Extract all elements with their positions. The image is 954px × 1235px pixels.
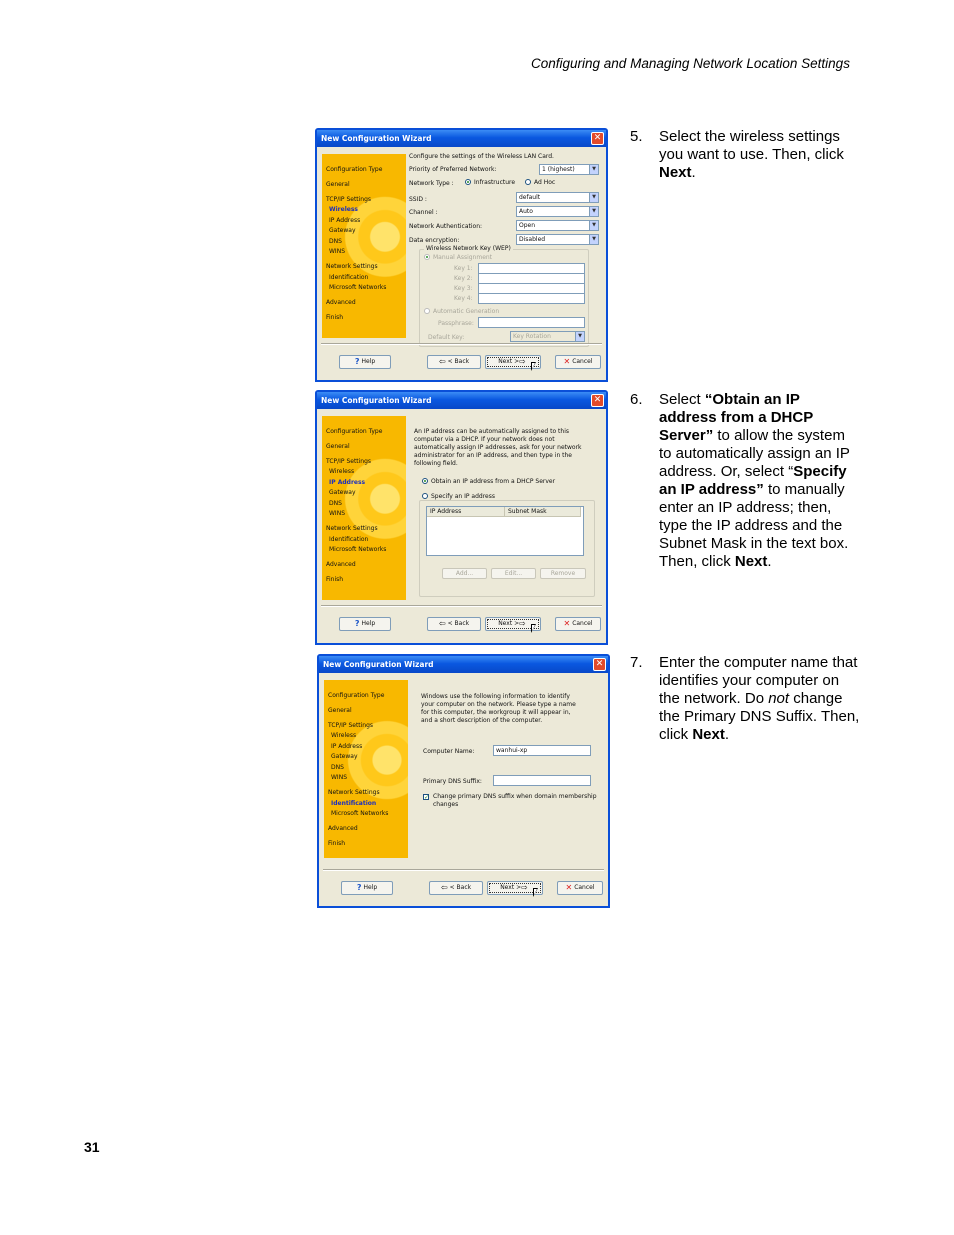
obtain-dhcp-label: Obtain an IP address from a DHCP Server [431, 478, 556, 485]
channel-value: Auto [519, 208, 533, 215]
back-arrow-icon: ⇦ [440, 883, 448, 892]
sidebar-item-gateway: Gateway [329, 227, 356, 234]
step-text-part: . [767, 553, 772, 570]
step-text-part: . [724, 726, 730, 743]
close-button[interactable]: ✕ [593, 658, 606, 671]
change-suffix-label: Change primary DNS suffix when domain membership changes [433, 793, 597, 808]
help-button[interactable] [341, 881, 393, 895]
sidebar-item-advanced: Advanced [328, 825, 358, 832]
wizard-titlebar [317, 392, 606, 409]
help-icon: ? [354, 357, 360, 366]
key2-label: Key 2: [454, 275, 473, 282]
radio-icon [422, 493, 428, 499]
auth-value: Open [519, 222, 536, 229]
wizard-title: New Configuration Wizard [323, 660, 434, 669]
sidebar-item-advanced: Advanced [326, 561, 356, 568]
edit-button[interactable]: Edit... [491, 568, 536, 579]
ip-column-header[interactable]: IP Address [427, 507, 505, 517]
sidebar-item-wireless: Wireless [329, 206, 358, 213]
cancel-label: Cancel [572, 620, 593, 627]
radio-icon [525, 179, 531, 185]
sidebar-item-microsoft-networks: Microsoft Networks [329, 546, 387, 553]
chevron-down-icon: ▼ [589, 235, 598, 244]
computer-name-value: wanhui-xp [496, 747, 528, 754]
sidebar-item-identification: Identification [331, 799, 377, 807]
radio-icon [424, 308, 430, 314]
back-arrow-icon: ⇦ [438, 357, 446, 366]
step-number: 7. [630, 654, 643, 671]
encryption-value: Disabled [519, 236, 546, 243]
sidebar-item-finish: Finish [326, 576, 344, 583]
step-text-italic: not [768, 690, 790, 707]
help-label: Help [363, 884, 378, 891]
help-icon: ? [356, 883, 362, 892]
channel-dropdown[interactable] [516, 206, 599, 217]
sidebar-item-network-settings: Network Settings [328, 789, 380, 796]
step-text-part: Select [659, 391, 705, 408]
running-header: Configuring and Managing Network Location Settings [531, 56, 850, 71]
wep-groupbox [419, 245, 589, 347]
wizard-title: New Configuration Wizard [321, 134, 432, 143]
help-icon: ? [354, 619, 360, 628]
radio-selected-icon [465, 179, 471, 185]
auth-label: Network Authentication: [409, 223, 483, 230]
step-text [659, 391, 861, 571]
computer-name-label: Computer Name: [423, 748, 475, 755]
wizard-wireless [315, 128, 608, 382]
add-button[interactable]: Add... [442, 568, 487, 579]
sidebar-item-microsoft-networks: Microsoft Networks [329, 284, 387, 291]
radio-selected-icon [422, 478, 428, 484]
cancel-button[interactable] [555, 355, 601, 369]
sidebar-item-wireless: Wireless [331, 732, 357, 739]
step-text [659, 654, 861, 744]
wizard-title: New Configuration Wizard [321, 396, 432, 405]
key4-field[interactable] [478, 293, 585, 304]
wizard-ip-address [315, 390, 608, 645]
key3-label: Key 3: [454, 285, 473, 292]
wizard-content [411, 676, 603, 866]
wizard-sidebar [322, 416, 406, 600]
adhoc-label: Ad Hoc [534, 179, 556, 186]
back-label: < Back [447, 620, 470, 627]
sidebar-item-tcpip: TCP/IP Settings [326, 195, 372, 203]
computer-name-input[interactable] [493, 745, 591, 756]
sidebar-item-wireless: Wireless [329, 468, 355, 475]
wep-group-title: Wireless Network Key (WEP) [426, 245, 511, 252]
close-button[interactable]: ✕ [591, 394, 604, 407]
adhoc-radio[interactable] [525, 179, 555, 186]
cancel-icon: ✕ [563, 357, 571, 366]
step-text-part: Select the wireless settings you want to use. Then, click [659, 128, 844, 163]
auth-dropdown[interactable] [516, 220, 599, 231]
content-heading: Configure the settings of the Wireless LAN Card. [409, 153, 554, 160]
sidebar-item-tcpip: TCP/IP Settings [326, 457, 372, 465]
step-text-part: . [691, 164, 696, 181]
step-text-part: to manually enter an IP address; then, type the IP address and the Subnet Mask in the text box. Then, click [659, 481, 849, 570]
cancel-icon: ✕ [563, 619, 571, 628]
mouse-cursor-icon [533, 888, 538, 897]
sidebar-item-ip-address: IP Address [331, 742, 363, 750]
next-arrow-icon: ⇨ [519, 619, 526, 628]
ip-listview[interactable] [426, 506, 584, 556]
cancel-icon: ✕ [565, 883, 573, 892]
passphrase-label: Passphrase: [438, 320, 474, 327]
step-text [659, 128, 861, 182]
wizard-sidebar [322, 154, 406, 338]
next-arrow-icon: ⇨ [521, 883, 528, 892]
sidebar-item-finish: Finish [328, 840, 346, 847]
infrastructure-radio[interactable] [465, 179, 515, 186]
step-text-bold: Next [692, 726, 725, 743]
step-text-part: to allow the system to automatically assign an IP address. Or, select “ [659, 427, 850, 480]
sidebar-item-ip-address: IP Address [329, 216, 361, 224]
dns-suffix-label: Primary DNS Suffix: [423, 778, 482, 785]
priority-label: Priority of Preferred Network: [409, 166, 497, 173]
sidebar-item-identification: Identification [329, 273, 369, 281]
next-label: Next > [498, 620, 520, 627]
cancel-button[interactable] [557, 881, 603, 895]
help-button[interactable] [339, 355, 391, 369]
button-separator [321, 605, 602, 607]
step-text-bold: Specify an IP address” [659, 463, 847, 498]
sidebar-item-wins: WINS [329, 248, 345, 255]
manual-assignment-label: Manual Assignment [433, 254, 493, 261]
wizard-titlebar [319, 656, 608, 673]
encryption-dropdown[interactable] [516, 234, 599, 245]
step-text-part: change the Primary DNS Suffix. Then, click [659, 690, 860, 743]
sidebar-item-configuration-type: Configuration Type [328, 691, 385, 699]
change-suffix-checkbox[interactable] [423, 793, 432, 800]
sidebar-item-general: General [328, 706, 352, 714]
dns-suffix-input[interactable] [493, 775, 591, 786]
button-separator [321, 343, 602, 345]
automatic-generation-label: Automatic Generation [433, 308, 500, 315]
help-label: Help [361, 358, 376, 365]
next-label: Next > [498, 358, 520, 365]
checkmark-icon: ✓ [424, 794, 430, 801]
mask-column-header[interactable]: Subnet Mask [505, 507, 581, 517]
sidebar-item-ip-address: IP Address [329, 478, 366, 486]
identification-intro-text: Windows use the following information to identify your computer on the network. Please type a name for this computer, the workgroup it will appear in, and a short description of the computer. [421, 693, 576, 724]
sidebar-item-dns: DNS [329, 237, 342, 245]
radio-selected-icon [424, 254, 430, 260]
wizard-sidebar [324, 680, 408, 858]
step-text-part: Enter the computer name that identifies your computer on the network. Do [659, 654, 858, 707]
manual-assignment-radio[interactable] [424, 254, 492, 261]
remove-button[interactable]: Remove [540, 568, 586, 579]
sidebar-item-microsoft-networks: Microsoft Networks [331, 810, 389, 817]
ssid-value: default [519, 194, 541, 201]
wizard-content [409, 150, 601, 340]
sidebar-item-dns: DNS [329, 499, 342, 507]
next-arrow-icon: ⇨ [519, 357, 526, 366]
sidebar-item-network-settings: Network Settings [326, 263, 378, 270]
step-text-bold: “Obtain an IP address from a DHCP Server” [659, 391, 813, 444]
page-number: 31 [84, 1139, 100, 1155]
cancel-label: Cancel [574, 884, 595, 891]
cancel-label: Cancel [572, 358, 593, 365]
step-text-bold: Next [659, 164, 692, 181]
network-type-label: Network Type : [409, 180, 454, 187]
sidebar-item-general: General [326, 180, 350, 188]
sidebar-item-wins: WINS [329, 510, 345, 517]
sidebar-item-advanced: Advanced [326, 299, 356, 306]
chevron-down-icon: ▼ [589, 207, 598, 216]
wizard-identification [317, 654, 610, 908]
ssid-label: SSID : [409, 196, 427, 203]
chevron-down-icon: ▼ [589, 221, 598, 230]
dhcp-intro-text: An IP address can be automatically assigned to this computer via a DHCP. If your network does not automatically assign IP addresses, ask for your network administrator for an IP address, and then type in the following field. [414, 428, 582, 467]
chevron-down-icon: ▼ [589, 165, 598, 174]
priority-value: 1 (highest) [542, 166, 575, 173]
ip-groupbox [419, 500, 595, 597]
back-button[interactable] [427, 617, 481, 631]
wizard-content [409, 412, 601, 602]
key4-label: Key 4: [454, 295, 473, 302]
channel-label: Channel : [409, 209, 438, 216]
default-key-label: Default Key: [428, 334, 465, 341]
infrastructure-label: Infrastructure [474, 179, 516, 186]
key1-label: Key 1: [454, 265, 473, 272]
default-key-value: Key Rotation [513, 333, 551, 340]
sidebar-item-general: General [326, 442, 350, 450]
sidebar-item-configuration-type: Configuration Type [326, 165, 383, 173]
next-label: Next > [500, 884, 522, 891]
step-number: 6. [630, 391, 643, 408]
sidebar-item-gateway: Gateway [331, 753, 358, 760]
sidebar-item-tcpip: TCP/IP Settings [328, 721, 374, 729]
ssid-dropdown[interactable] [516, 192, 599, 203]
sidebar-item-gateway: Gateway [329, 489, 356, 496]
chevron-down-icon: ▼ [589, 193, 598, 202]
step-text-bold: Next [734, 553, 768, 570]
default-key-dropdown[interactable] [510, 331, 585, 342]
specify-ip-label: Specify an IP address [431, 493, 495, 500]
encryption-label: Data encryption: [409, 237, 460, 244]
sidebar-item-configuration-type: Configuration Type [326, 427, 383, 435]
priority-dropdown[interactable] [539, 164, 599, 175]
sidebar-item-wins: WINS [331, 774, 347, 781]
step-number: 5. [630, 128, 643, 145]
help-button[interactable] [339, 617, 391, 631]
button-separator [323, 869, 604, 871]
mouse-cursor-icon [531, 362, 536, 371]
mouse-cursor-icon [531, 624, 536, 633]
sidebar-item-finish: Finish [326, 314, 344, 321]
help-label: Help [361, 620, 376, 627]
obtain-dhcp-radio[interactable] [422, 478, 555, 485]
close-button[interactable]: ✕ [591, 132, 604, 145]
passphrase-field[interactable] [478, 317, 585, 328]
sidebar-item-dns: DNS [331, 763, 344, 771]
wizard-titlebar [317, 130, 606, 147]
back-label: < Back [447, 358, 470, 365]
back-button[interactable] [427, 355, 481, 369]
automatic-generation-radio[interactable] [424, 308, 499, 315]
back-arrow-icon: ⇦ [438, 619, 446, 628]
back-label: < Back [449, 884, 472, 891]
chevron-down-icon: ▼ [575, 332, 584, 341]
sidebar-item-network-settings: Network Settings [326, 525, 378, 532]
sidebar-item-identification: Identification [329, 535, 369, 543]
back-button[interactable] [429, 881, 483, 895]
cancel-button[interactable] [555, 617, 601, 631]
specify-ip-radio[interactable] [422, 493, 495, 500]
